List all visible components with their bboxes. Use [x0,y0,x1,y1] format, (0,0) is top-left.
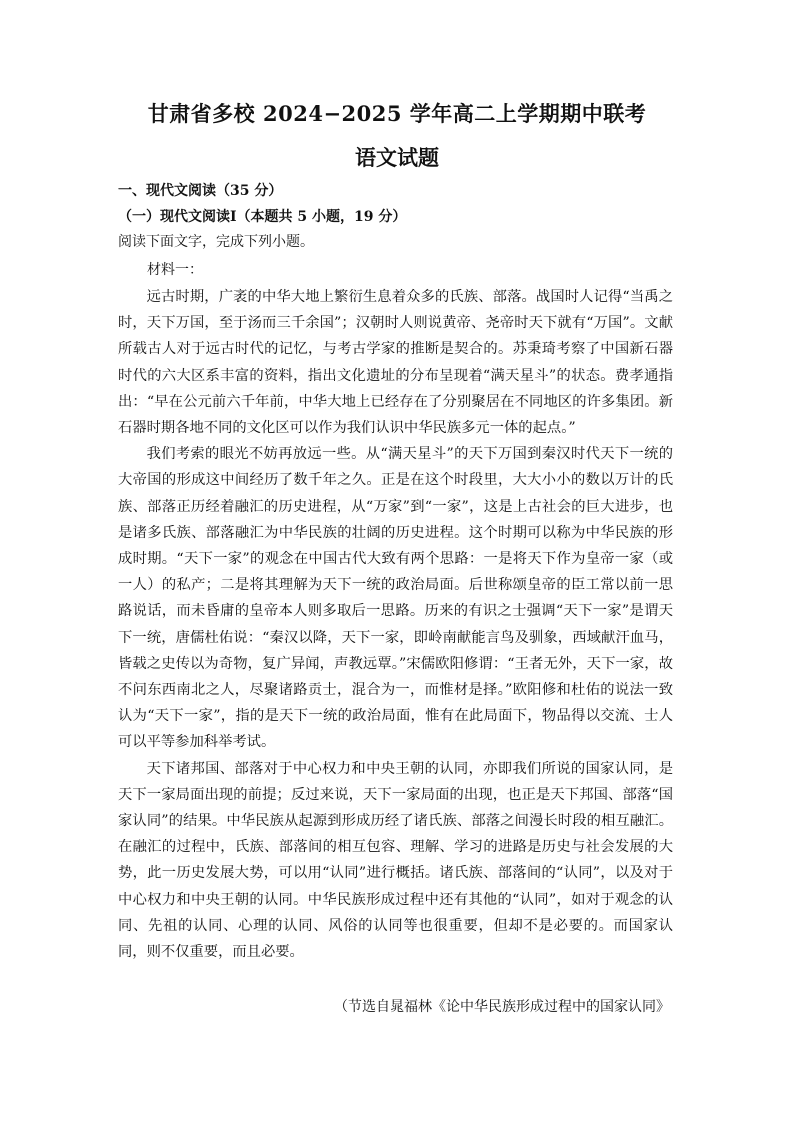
exam-subtitle: 语文试题 [355,145,439,170]
exam-title: 甘肃省多校 2024−2025 学年高二上学期期中联考 [147,101,647,126]
paragraph-3: 天下诸邦国、部落对于中心权力和中央王朝的认同，亦即我们所说的国家认同，是天下一家局面出现的前提；反过来说，天下一家局面的出现，也正是天下邦国、部落“国家认同”的结果。中华民族从起源到形成历经了诸氏族、部落之间漫长时段的相互融汇。在融汇的过程中，氏族、部落间的相互包容、理解、学习的进路是历史与社会发展的大势，此一历史发展大势，可以用“认同”进行概括。诸氏族、部落间的“认同”，以及对于中心权力和中央王朝的认同。中华民族形成过程中还有其他的“认同”，如对于观念的认同、先祖的认同、心理的认同、风俗的认同等也很重要，但却不是必要的。而国家认同，则不仅重要，而且必要。 [118,760,673,961]
section-heading: 一、现代文阅读（35 分） [118,183,283,199]
paragraph-2: 我们考索的眼光不妨再放远一些。从“满天星斗”的天下万国到秦汉时代天下一统的大帝国的形成这中间经历了数千年之久。正是在这个时段里，大大小小的数以万计的氏族、部落正历经着融汇的历史进程，从“万家”到“一家”，这是上古社会的巨大进步，也是诸多氏族、部落融汇为中华民族的壮阔的历史进程。这个时期可以称为中华民族的形成时期。“天下一家”的观念在中国古代大致有两个思路：一是将天下作为皇帝一家（或一人）的私产；二是将其理解为天下一统的政治局面。后世称颂皇帝的臣工常以前一思路说话，而未昏庸的皇帝本人则多取后一思路。历来的有识之士强调“天下一家”是谓天下一统，唐儒杜佑说：“秦汉以降，天下一家，即岭南献能言鸟及驯象，西域献汗血马，皆载之史传以为奇物，复广异闻，声教远覃。”宋儒欧阳修谓：“王者无外，天下一家，故不问东西南北之人，尽聚诸路贡士，混合为一，而惟材是择。”欧阳修和杜佑的说法一致认为“天下一家”，指的是天下一统的政治局面，惟有在此局面下，物品得以交流、士人可以平等参加科举考试。 [118,446,673,751]
instruction-text: 阅读下面文字，完成下列小题。 [118,234,314,250]
subsection-heading: （一）现代文阅读Ⅰ（本题共 5 小题，19 分） [118,209,407,225]
source-citation: （节选自晁福林《论中华民族形成过程中的国家认同》 [334,999,670,1015]
article-body [118,284,673,965]
material-label: 材料一： [147,262,203,278]
paragraph-1: 远古时期，广袤的中华大地上繁衍生息着众多的氏族、部落。战国时人记得“当禹之时，天下万国，至于汤而三千余国”；汉朝时人则说黄帝、尧帝时天下就有“万国”。文献所载古人对于远古时代的记忆，与考古学家的推断是契合的。苏秉琦考察了中国新石器时代的六大区系丰富的资料，指出文化遗址的分布呈现着“满天星斗”的状态。费孝通指出：“早在公元前六千年前，中华大地上已经存在了分别聚居在不同地区的许多集团。新石器时期各地不同的文化区可以作为我们认识中华民族多元一体的起点。” [118,289,673,437]
